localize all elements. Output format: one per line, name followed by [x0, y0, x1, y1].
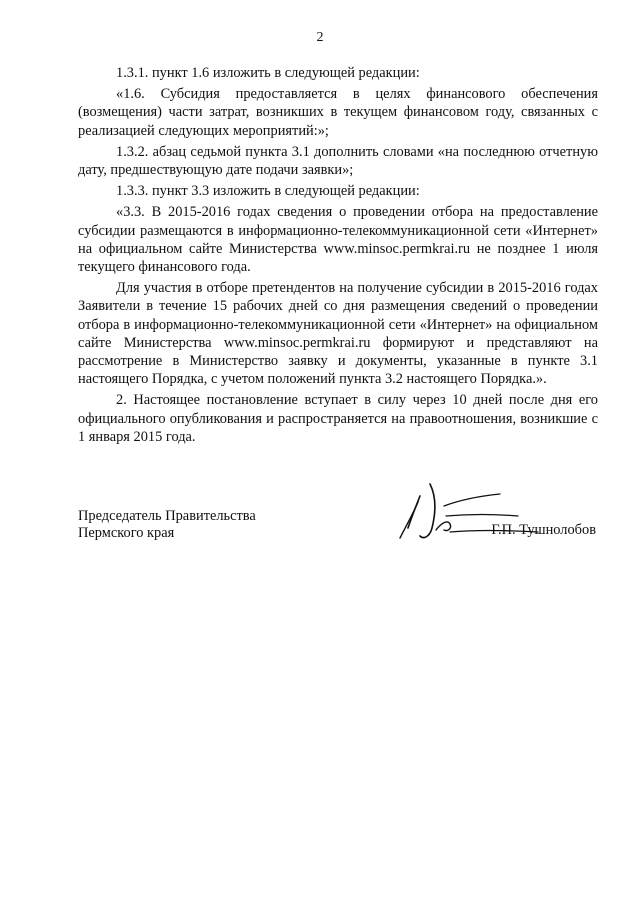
paragraph-effective-date: 2. Настоящее постановление вступает в силу через 10 дней после дня его официального опубликования и распространяется на правоотношения, возникшие с 1 января 2015 года. — [78, 392, 598, 445]
handwritten-signature — [390, 476, 540, 556]
paragraph-3-3-text: «3.3. В 2015-2016 годах сведения о проведении отбора на предоставление субсидии размещаются в информационно-телекоммуникационной сети «Интернет» на официальном сайте Министерства www.minsoc.permkrai.ru не позднее 1 июля текущего финансового года. — [78, 204, 598, 276]
paragraph-1-6-text: «1.6. Субсидия предоставляется в целях финансового обеспечения (возмещения) части затрат, возникших в текущем финансовом году, связанных с реализацией следующих мероприятий:»; — [78, 86, 598, 139]
page-number: 2 — [316, 30, 324, 45]
signatory-name: Г.П. Тушнолобов — [491, 522, 596, 538]
paragraph-1-3-2: 1.3.2. абзац седьмой пункта 3.1 дополнить словами «на последнюю отчетную дату, предшествующую дате подачи заявки»; — [78, 143, 598, 179]
paragraph-1-3-3: 1.3.3. пункт 3.3 изложить в следующей редакции: — [116, 183, 420, 200]
paragraph-1-3-1: 1.3.1. пункт 1.6 изложить в следующей редакции: — [116, 65, 420, 81]
document-body — [78, 64, 598, 449]
signatory-title-line-1: Председатель Правительства — [78, 508, 256, 524]
paragraph-participation: Для участия в отборе претендентов на получение субсидии в 2015-2016 годах Заявители в течение 15 рабочих дней со дня размещения сведений о проведении отбора в информационно-телекоммуникационной сети «Интернет» на официальном сайте Министерства www.minsoc.permkrai.ru формируют и представляют на рассмотрение в Министерство заявку и документы, указанные в пункте 3.1 настоящего Порядка, с учетом положений пункта 3.2 настоящего Порядка.». — [78, 280, 598, 388]
signature-block — [78, 508, 598, 568]
signatory-title-line-2: Пермского края — [78, 525, 175, 541]
